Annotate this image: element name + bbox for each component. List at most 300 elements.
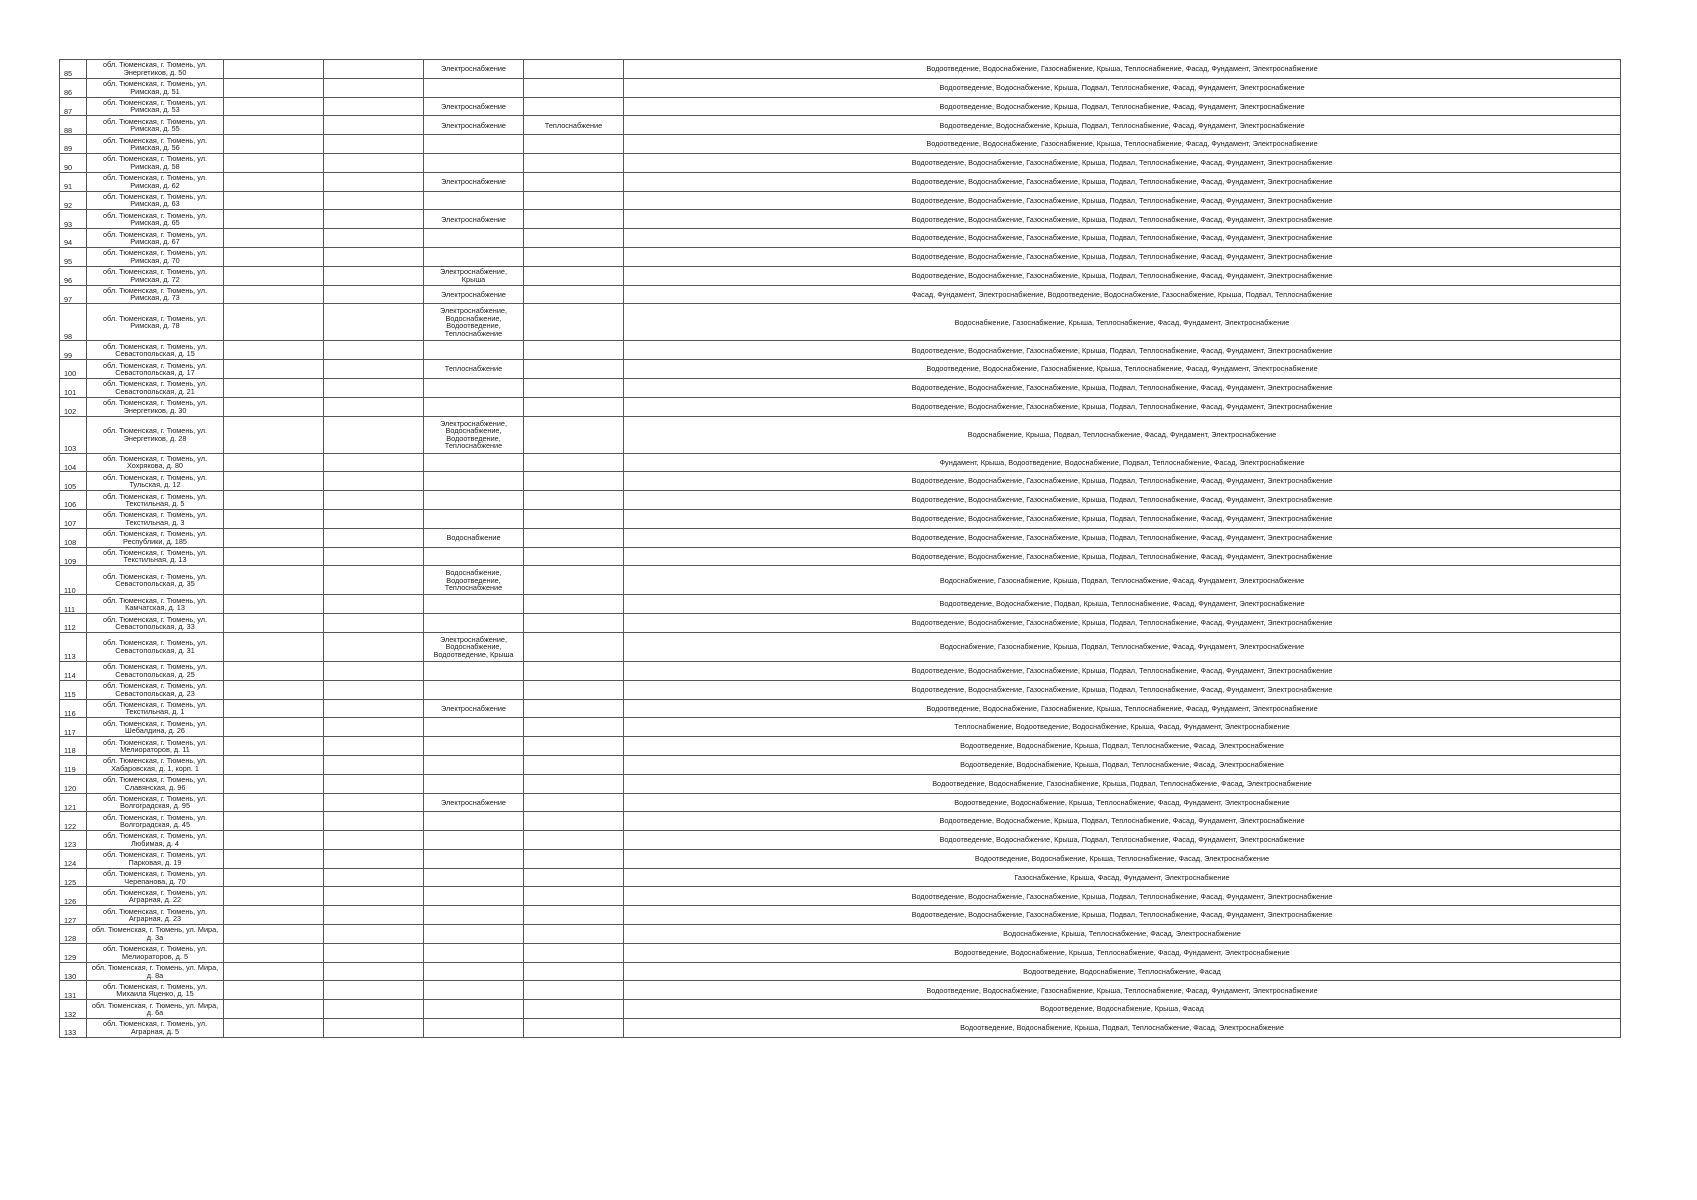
table-row [60,887,1621,906]
additional-works-cell [524,595,624,614]
row-number: 126 [60,887,87,906]
row-number: 113 [60,632,87,661]
planned-works-cell: Электроснабжение, Водоснабжение, Водоотведение, Теплоснабжение [424,416,524,453]
row-number: 131 [60,981,87,1000]
address-cell: обл. Тюменская, г. Тюмень, ул. Энергетиков, д. 30 [87,397,224,416]
empty-cell-3 [224,699,324,718]
empty-cell-3 [224,472,324,491]
table-row [60,737,1621,756]
additional-works-cell [524,229,624,248]
all-works-cell: Водоотведение, Водоснабжение, Крыша, Подвал, Теплоснабжение, Фасад, Электроснабжение [624,755,1621,774]
all-works-cell: Водоотведение, Водоснабжение, Крыша, Подвал, Теплоснабжение, Фасад, Фундамент, Электроснабжение [624,116,1621,135]
all-works-cell: Водоотведение, Водоснабжение, Теплоснабжение, Фасад [624,962,1621,981]
row-number: 125 [60,868,87,887]
additional-works-cell [524,849,624,868]
address-cell: обл. Тюменская, г. Тюмень, ул. Римская, д. 63 [87,191,224,210]
empty-cell-4 [324,962,424,981]
all-works-cell: Газоснабжение, Крыша, Фасад, Фундамент, Электроснабжение [624,868,1621,887]
additional-works-cell [524,453,624,472]
address-cell: обл. Тюменская, г. Тюмень, ул. Энергетиков, д. 28 [87,416,224,453]
address-cell: обл. Тюменская, г. Тюмень, ул. Мелиораторов, д. 11 [87,737,224,756]
additional-works-cell [524,341,624,360]
empty-cell-4 [324,614,424,633]
row-number: 88 [60,116,87,135]
address-cell: обл. Тюменская, г. Тюмень, ул. Севастопольская, д. 21 [87,378,224,397]
all-works-cell: Водоотведение, Водоснабжение, Крыша, Подвал, Теплоснабжение, Фасад, Электроснабжение [624,737,1621,756]
row-number: 100 [60,360,87,379]
empty-cell-4 [324,793,424,812]
empty-cell-4 [324,566,424,595]
empty-cell-4 [324,868,424,887]
empty-cell-4 [324,78,424,97]
empty-cell-3 [224,266,324,285]
table-row [60,60,1621,79]
empty-cell-4 [324,172,424,191]
empty-cell-4 [324,981,424,1000]
address-cell: обл. Тюменская, г. Тюмень, ул. Аграрная, д. 5 [87,1019,224,1038]
empty-cell-4 [324,509,424,528]
row-number: 98 [60,304,87,341]
planned-works-cell: Электроснабжение [424,172,524,191]
table-row [60,378,1621,397]
empty-cell-4 [324,472,424,491]
row-number: 85 [60,60,87,79]
table-row [60,566,1621,595]
address-cell: обл. Тюменская, г. Тюмень, ул. Мелиораторов, д. 5 [87,943,224,962]
row-number: 111 [60,595,87,614]
address-cell: обл. Тюменская, г. Тюмень, ул. Текстильная, д. 13 [87,547,224,566]
additional-works-cell [524,632,624,661]
address-cell: обл. Тюменская, г. Тюмень, ул. Славянская, д. 96 [87,774,224,793]
additional-works-cell [524,397,624,416]
row-number: 104 [60,453,87,472]
all-works-cell: Водоотведение, Водоснабжение, Газоснабжение, Крыша, Подвал, Теплоснабжение, Фасад, Фундамент, Электроснабжение [624,491,1621,510]
additional-works-cell [524,718,624,737]
empty-cell-4 [324,661,424,680]
row-number: 119 [60,755,87,774]
table-row [60,962,1621,981]
row-number: 96 [60,266,87,285]
address-cell: обл. Тюменская, г. Тюмень, ул. Римская, д. 78 [87,304,224,341]
additional-works-cell [524,60,624,79]
all-works-cell: Водоснабжение, Газоснабжение, Крыша, Теплоснабжение, Фасад, Фундамент, Электроснабжение [624,304,1621,341]
all-works-cell: Водоотведение, Водоснабжение, Газоснабжение, Крыша, Подвал, Теплоснабжение, Фасад, Фундамент, Электроснабжение [624,172,1621,191]
empty-cell-4 [324,229,424,248]
address-cell: обл. Тюменская, г. Тюмень, ул. Энергетиков, д. 50 [87,60,224,79]
all-works-cell: Водоотведение, Водоснабжение, Газоснабжение, Крыша, Подвал, Теплоснабжение, Фасад, Фундамент, Электроснабжение [624,906,1621,925]
planned-works-cell [424,229,524,248]
all-works-cell: Водоотведение, Водоснабжение, Газоснабжение, Крыша, Подвал, Теплоснабжение, Фасад, Фундамент, Электроснабжение [624,887,1621,906]
empty-cell-4 [324,247,424,266]
row-number: 89 [60,135,87,154]
table-row [60,614,1621,633]
planned-works-cell [424,491,524,510]
empty-cell-4 [324,680,424,699]
address-cell: обл. Тюменская, г. Тюмень, ул. Любимая, д. 4 [87,831,224,850]
empty-cell-3 [224,247,324,266]
planned-works-cell: Электроснабжение [424,116,524,135]
planned-works-cell [424,1019,524,1038]
planned-works-cell: Теплоснабжение [424,360,524,379]
table-row [60,116,1621,135]
all-works-cell: Теплоснабжение, Водоотведение, Водоснабжение, Крыша, Фасад, Фундамент, Электроснабжение [624,718,1621,737]
table-row [60,266,1621,285]
empty-cell-3 [224,925,324,944]
table-row [60,1019,1621,1038]
additional-works-cell [524,210,624,229]
address-cell: обл. Тюменская, г. Тюмень, ул. Римская, д. 67 [87,229,224,248]
address-cell: обл. Тюменская, г. Тюмень, ул. Текстильная, д. 1 [87,699,224,718]
table-row [60,135,1621,154]
row-number: 127 [60,906,87,925]
additional-works-cell [524,1019,624,1038]
table-row [60,453,1621,472]
all-works-cell: Водоотведение, Водоснабжение, Газоснабжение, Крыша, Теплоснабжение, Фасад, Фундамент, Электроснабжение [624,360,1621,379]
empty-cell-4 [324,266,424,285]
all-works-cell: Водоотведение, Водоснабжение, Газоснабжение, Крыша, Подвал, Теплоснабжение, Фасад, Фундамент, Электроснабжение [624,266,1621,285]
empty-cell-4 [324,97,424,116]
additional-works-cell [524,509,624,528]
row-number: 97 [60,285,87,304]
row-number: 95 [60,247,87,266]
address-cell: обл. Тюменская, г. Тюмень, ул. Римская, д. 51 [87,78,224,97]
address-cell: обл. Тюменская, г. Тюмень, ул. Севастопольская, д. 33 [87,614,224,633]
planned-works-cell [424,962,524,981]
additional-works-cell [524,135,624,154]
all-works-cell: Водоотведение, Водоснабжение, Газоснабжение, Крыша, Теплоснабжение, Фасад, Фундамент, Электроснабжение [624,981,1621,1000]
address-cell: обл. Тюменская, г. Тюмень, ул. Хабаровская, д. 1, корп. 1 [87,755,224,774]
empty-cell-4 [324,116,424,135]
empty-cell-4 [324,812,424,831]
empty-cell-3 [224,906,324,925]
planned-works-cell [424,774,524,793]
table-row [60,416,1621,453]
empty-cell-3 [224,397,324,416]
additional-works-cell [524,981,624,1000]
row-number: 120 [60,774,87,793]
planned-works-cell [424,397,524,416]
empty-cell-3 [224,547,324,566]
planned-works-cell [424,1000,524,1019]
empty-cell-3 [224,868,324,887]
planned-works-cell: Электроснабжение [424,210,524,229]
additional-works-cell [524,360,624,379]
address-cell: обл. Тюменская, г. Тюмень, ул. Хохрякова, д. 80 [87,453,224,472]
address-cell: обл. Тюменская, г. Тюмень, ул. Севастопольская, д. 25 [87,661,224,680]
planned-works-cell [424,868,524,887]
additional-works-cell [524,566,624,595]
planned-works-cell [424,943,524,962]
row-number: 91 [60,172,87,191]
additional-works-cell [524,943,624,962]
all-works-cell: Водоотведение, Водоснабжение, Газоснабжение, Крыша, Подвал, Теплоснабжение, Фасад, Фундамент, Электроснабжение [624,472,1621,491]
empty-cell-4 [324,153,424,172]
empty-cell-4 [324,699,424,718]
additional-works-cell [524,737,624,756]
planned-works-cell [424,812,524,831]
empty-cell-3 [224,285,324,304]
empty-cell-3 [224,153,324,172]
address-cell: обл. Тюменская, г. Тюмень, ул. Севастопольская, д. 31 [87,632,224,661]
row-number: 109 [60,547,87,566]
empty-cell-3 [224,360,324,379]
empty-cell-3 [224,210,324,229]
additional-works-cell [524,472,624,491]
table-row [60,78,1621,97]
empty-cell-4 [324,849,424,868]
table-row [60,1000,1621,1019]
empty-cell-3 [224,831,324,850]
table-row [60,831,1621,850]
row-number: 122 [60,812,87,831]
row-number: 87 [60,97,87,116]
empty-cell-3 [224,718,324,737]
empty-cell-3 [224,172,324,191]
table-row [60,680,1621,699]
planned-works-cell [424,472,524,491]
planned-works-cell: Электроснабжение, Водоснабжение, Водоотведение, Теплоснабжение [424,304,524,341]
table-row [60,229,1621,248]
row-number: 133 [60,1019,87,1038]
planned-works-cell [424,737,524,756]
row-number: 90 [60,153,87,172]
planned-works-cell [424,718,524,737]
empty-cell-3 [224,632,324,661]
additional-works-cell [524,868,624,887]
planned-works-cell [424,453,524,472]
empty-cell-4 [324,285,424,304]
additional-works-cell [524,755,624,774]
all-works-cell: Водоотведение, Водоснабжение, Крыша, Подвал, Теплоснабжение, Фасад, Фундамент, Электроснабжение [624,812,1621,831]
empty-cell-3 [224,595,324,614]
planned-works-cell [424,906,524,925]
table-row [60,247,1621,266]
table-row [60,97,1621,116]
row-number: 107 [60,509,87,528]
all-works-cell: Водоотведение, Водоснабжение, Газоснабжение, Крыша, Подвал, Теплоснабжение, Фасад, Фундамент, Электроснабжение [624,247,1621,266]
row-number: 132 [60,1000,87,1019]
address-cell: обл. Тюменская, г. Тюмень, ул. Текстильная, д. 3 [87,509,224,528]
empty-cell-4 [324,60,424,79]
additional-works-cell [524,962,624,981]
all-works-cell: Водоотведение, Водоснабжение, Газоснабжение, Крыша, Подвал, Теплоснабжение, Фасад, Фундамент, Электроснабжение [624,397,1621,416]
all-works-cell: Водоотведение, Водоснабжение, Газоснабжение, Крыша, Подвал, Теплоснабжение, Фасад, Фундамент, Электроснабжение [624,191,1621,210]
table-row [60,397,1621,416]
additional-works-cell [524,378,624,397]
address-cell: обл. Тюменская, г. Тюмень, ул. Римская, д. 65 [87,210,224,229]
planned-works-cell: Электроснабжение [424,285,524,304]
address-cell: обл. Тюменская, г. Тюмень, ул. Севастопольская, д. 17 [87,360,224,379]
row-number: 123 [60,831,87,850]
additional-works-cell [524,191,624,210]
additional-works-cell [524,699,624,718]
table-row [60,509,1621,528]
additional-works-cell: Теплоснабжение [524,116,624,135]
empty-cell-3 [224,812,324,831]
planned-works-cell: Водоснабжение [424,528,524,547]
all-works-cell: Водоотведение, Водоснабжение, Газоснабжение, Крыша, Подвал, Теплоснабжение, Фасад, Фундамент, Электроснабжение [624,229,1621,248]
empty-cell-3 [224,304,324,341]
address-cell: обл. Тюменская, г. Тюмень, ул. Аграрная, д. 23 [87,906,224,925]
table-row [60,472,1621,491]
table-row [60,868,1621,887]
empty-cell-4 [324,416,424,453]
table-row [60,341,1621,360]
table-row [60,943,1621,962]
table-row [60,981,1621,1000]
empty-cell-3 [224,661,324,680]
row-number: 124 [60,849,87,868]
all-works-cell: Водоотведение, Водоснабжение, Крыша, Подвал, Теплоснабжение, Фасад, Фундамент, Электроснабжение [624,97,1621,116]
row-number: 86 [60,78,87,97]
additional-works-cell [524,680,624,699]
additional-works-cell [524,614,624,633]
empty-cell-3 [224,774,324,793]
all-works-cell: Водоотведение, Водоснабжение, Подвал, Крыша, Теплоснабжение, Фасад, Фундамент, Электроснабжение [624,595,1621,614]
row-number: 94 [60,229,87,248]
empty-cell-4 [324,887,424,906]
address-cell: обл. Тюменская, г. Тюмень, ул. Римская, д. 73 [87,285,224,304]
table-row [60,210,1621,229]
planned-works-cell [424,78,524,97]
additional-works-cell [524,793,624,812]
all-works-cell: Водоотведение, Водоснабжение, Газоснабжение, Крыша, Подвал, Теплоснабжение, Фасад, Электроснабжение [624,774,1621,793]
address-cell: обл. Тюменская, г. Тюмень, ул. Римская, д. 72 [87,266,224,285]
table-row [60,755,1621,774]
empty-cell-3 [224,116,324,135]
empty-cell-4 [324,491,424,510]
empty-cell-3 [224,453,324,472]
additional-works-cell [524,78,624,97]
empty-cell-3 [224,566,324,595]
table-row [60,304,1621,341]
planned-works-cell: Электроснабжение [424,699,524,718]
planned-works-cell: Электроснабжение, Водоснабжение, Водоотведение, Крыша [424,632,524,661]
planned-works-cell [424,135,524,154]
planned-works-cell: Электроснабжение [424,60,524,79]
all-works-cell: Водоотведение, Водоснабжение, Газоснабжение, Крыша, Подвал, Теплоснабжение, Фасад, Фундамент, Электроснабжение [624,680,1621,699]
additional-works-cell [524,906,624,925]
planned-works-cell [424,378,524,397]
empty-cell-4 [324,632,424,661]
row-number: 110 [60,566,87,595]
planned-works-cell [424,925,524,944]
address-cell: обл. Тюменская, г. Тюмень, ул. Римская, д. 62 [87,172,224,191]
address-cell: обл. Тюменская, г. Тюмень, ул. Мира, д. 3а [87,925,224,944]
empty-cell-4 [324,925,424,944]
empty-cell-3 [224,528,324,547]
all-works-cell: Водоотведение, Водоснабжение, Газоснабжение, Крыша, Теплоснабжение, Фасад, Фундамент, Электроснабжение [624,60,1621,79]
empty-cell-4 [324,1019,424,1038]
additional-works-cell [524,528,624,547]
address-cell: обл. Тюменская, г. Тюмень, ул. Римская, д. 55 [87,116,224,135]
all-works-cell: Водоотведение, Водоснабжение, Газоснабжение, Крыша, Подвал, Теплоснабжение, Фасад, Фундамент, Электроснабжение [624,341,1621,360]
empty-cell-3 [224,849,324,868]
additional-works-cell [524,547,624,566]
planned-works-cell [424,614,524,633]
additional-works-cell [524,97,624,116]
planned-works-cell [424,661,524,680]
empty-cell-3 [224,378,324,397]
empty-cell-3 [224,60,324,79]
table-row [60,360,1621,379]
all-works-cell: Водоснабжение, Газоснабжение, Крыша, Подвал, Теплоснабжение, Фасад, Фундамент, Электроснабжение [624,632,1621,661]
empty-cell-3 [224,962,324,981]
housing-repair-table [59,59,1621,1038]
empty-cell-3 [224,887,324,906]
row-number: 103 [60,416,87,453]
address-cell: обл. Тюменская, г. Тюмень, ул. Мира, д. 8а [87,962,224,981]
additional-works-cell [524,304,624,341]
empty-cell-3 [224,755,324,774]
empty-cell-4 [324,191,424,210]
row-number: 101 [60,378,87,397]
empty-cell-4 [324,831,424,850]
all-works-cell: Водоотведение, Водоснабжение, Газоснабжение, Крыша, Подвал, Теплоснабжение, Фасад, Фундамент, Электроснабжение [624,528,1621,547]
empty-cell-3 [224,680,324,699]
empty-cell-3 [224,793,324,812]
additional-works-cell [524,774,624,793]
address-cell: обл. Тюменская, г. Тюмень, ул. Парковая, д. 19 [87,849,224,868]
empty-cell-3 [224,341,324,360]
planned-works-cell [424,153,524,172]
all-works-cell: Водоотведение, Водоснабжение, Газоснабжение, Крыша, Подвал, Теплоснабжение, Фасад, Фундамент, Электроснабжение [624,614,1621,633]
row-number: 108 [60,528,87,547]
address-cell: обл. Тюменская, г. Тюмень, ул. Черепанова, д. 70 [87,868,224,887]
empty-cell-3 [224,135,324,154]
planned-works-cell: Электроснабжение, Крыша [424,266,524,285]
empty-cell-4 [324,774,424,793]
table-row [60,595,1621,614]
all-works-cell: Водоотведение, Водоснабжение, Газоснабжение, Крыша, Подвал, Теплоснабжение, Фасад, Фундамент, Электроснабжение [624,153,1621,172]
empty-cell-4 [324,378,424,397]
address-cell: обл. Тюменская, г. Тюмень, ул. Римская, д. 70 [87,247,224,266]
all-works-cell: Водоотведение, Водоснабжение, Крыша, Теплоснабжение, Фасад, Фундамент, Электроснабжение [624,943,1621,962]
empty-cell-3 [224,981,324,1000]
all-works-cell: Водоснабжение, Газоснабжение, Крыша, Подвал, Теплоснабжение, Фасад, Фундамент, Электроснабжение [624,566,1621,595]
table-row [60,491,1621,510]
all-works-cell: Водоснабжение, Крыша, Подвал, Теплоснабжение, Фасад, Фундамент, Электроснабжение [624,416,1621,453]
all-works-cell: Водоотведение, Водоснабжение, Крыша, Фасад [624,1000,1621,1019]
all-works-cell: Водоотведение, Водоснабжение, Крыша, Теплоснабжение, Фасад, Электроснабжение [624,849,1621,868]
all-works-cell: Водоотведение, Водоснабжение, Крыша, Теплоснабжение, Фасад, Фундамент, Электроснабжение [624,793,1621,812]
row-number: 105 [60,472,87,491]
row-number: 99 [60,341,87,360]
empty-cell-3 [224,943,324,962]
additional-works-cell [524,661,624,680]
additional-works-cell [524,285,624,304]
all-works-cell: Водоотведение, Водоснабжение, Газоснабжение, Крыша, Подвал, Теплоснабжение, Фасад, Фундамент, Электроснабжение [624,378,1621,397]
address-cell: обл. Тюменская, г. Тюмень, ул. Севастопольская, д. 15 [87,341,224,360]
address-cell: обл. Тюменская, г. Тюмень, ул. Шебалдина, д. 26 [87,718,224,737]
address-cell: обл. Тюменская, г. Тюмень, ул. Волгоградская, д. 45 [87,812,224,831]
row-number: 112 [60,614,87,633]
additional-works-cell [524,172,624,191]
empty-cell-4 [324,718,424,737]
all-works-cell: Водоотведение, Водоснабжение, Газоснабжение, Крыша, Подвал, Теплоснабжение, Фасад, Фундамент, Электроснабжение [624,210,1621,229]
planned-works-cell [424,247,524,266]
empty-cell-4 [324,304,424,341]
additional-works-cell [524,887,624,906]
planned-works-cell: Водоснабжение, Водоотведение, Теплоснабжение [424,566,524,595]
all-works-cell: Водоотведение, Водоснабжение, Газоснабжение, Крыша, Теплоснабжение, Фасад, Фундамент, Электроснабжение [624,135,1621,154]
empty-cell-4 [324,595,424,614]
address-cell: обл. Тюменская, г. Тюмень, ул. Тульская, д. 12 [87,472,224,491]
address-cell: обл. Тюменская, г. Тюмень, ул. Михаила Яценко, д. 15 [87,981,224,1000]
planned-works-cell [424,849,524,868]
additional-works-cell [524,1000,624,1019]
empty-cell-4 [324,341,424,360]
